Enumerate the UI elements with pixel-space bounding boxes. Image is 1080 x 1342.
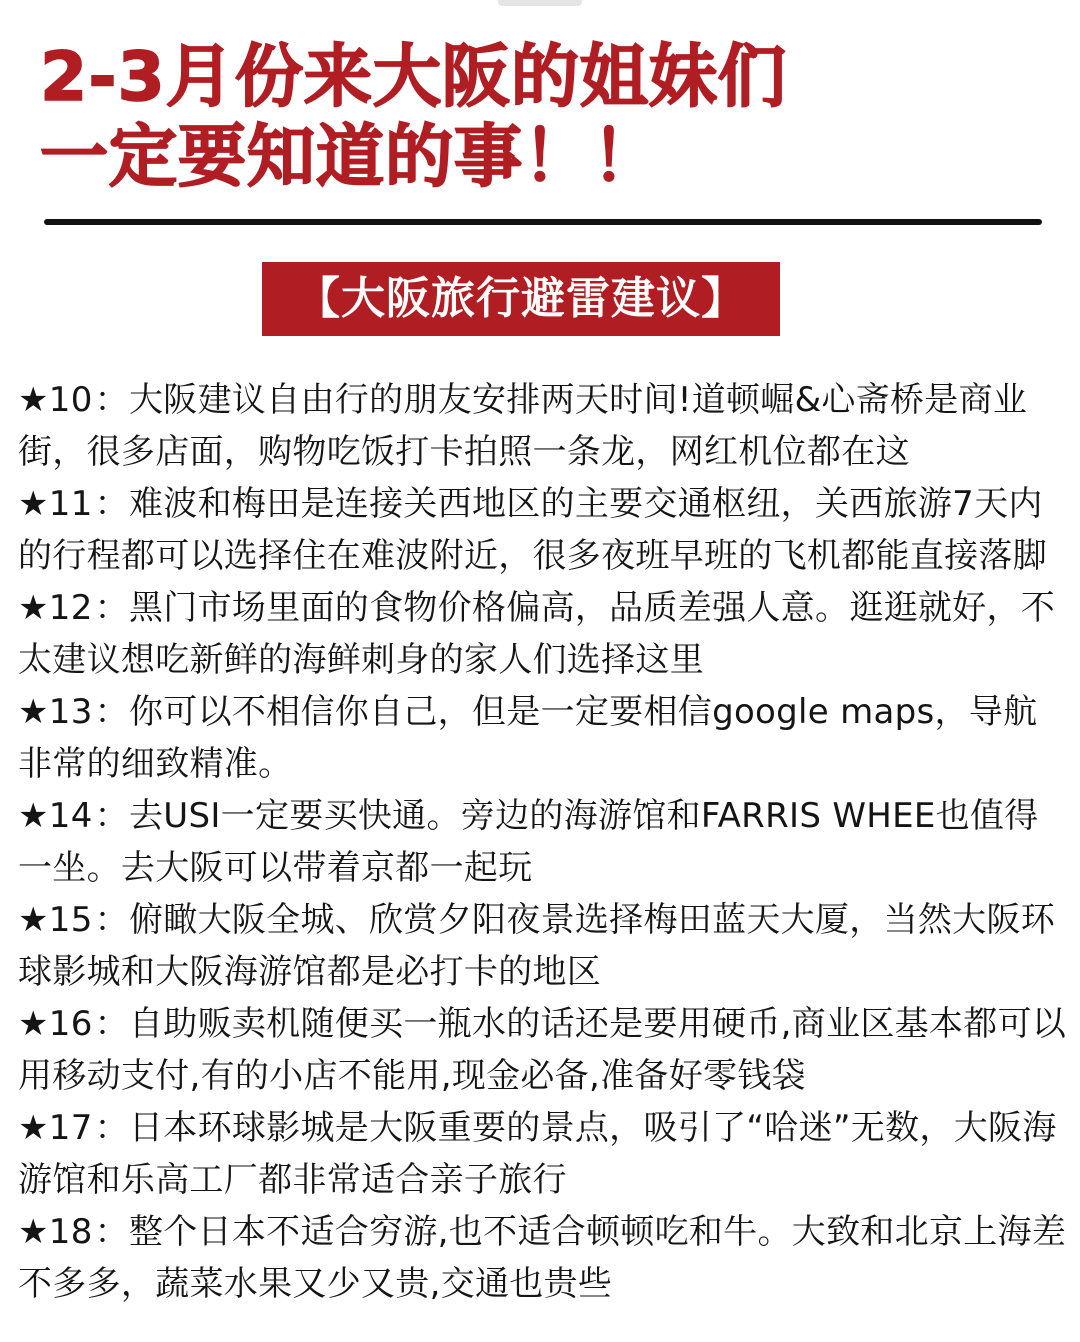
tip-item-13: [18, 686, 1068, 790]
star-icon: ★: [18, 1108, 49, 1148]
tip-number: 17: [48, 1108, 93, 1148]
tip-number: 10: [48, 380, 93, 420]
tip-text: 你可以不相信你自己，但是一定要相信google maps，导航非常的细致精准。: [18, 692, 1038, 784]
tips-list: [18, 374, 1068, 1310]
tip-item-11: [18, 478, 1068, 582]
tip-number: 16: [48, 1004, 93, 1044]
tip-separator: ：: [94, 796, 129, 836]
tip-separator: ：: [94, 484, 129, 524]
tip-number: 15: [48, 900, 93, 940]
tip-separator: ：: [94, 1108, 129, 1148]
star-icon: ★: [18, 588, 49, 628]
tip-text: 自助贩卖机随便买一瓶水的话还是要用硬币,商业区基本都可以用移动支付,有的小店不能用,现金必备,准备好零钱袋: [18, 1004, 1067, 1096]
section-title-banner: 【大阪旅行避雷建议】: [262, 262, 780, 336]
tip-text: 黑门市场里面的食物价格偏高，品质差强人意。逛逛就好，不太建议想吃新鲜的海鲜刺身的家人们选择这里: [18, 588, 1056, 680]
star-icon: ★: [18, 1004, 49, 1044]
tip-item-18: [18, 1206, 1068, 1310]
tip-separator: ：: [94, 588, 129, 628]
tip-number: 12: [48, 588, 93, 628]
tip-text: 整个日本不适合穷游,也不适合顿顿吃和牛。大致和北京上海差不多多，蔬菜水果又少又贵,交通也贵些: [18, 1212, 1067, 1304]
top-edge-mark: [498, 0, 582, 6]
star-icon: ★: [18, 1212, 49, 1252]
tip-item-17: [18, 1102, 1068, 1206]
tip-separator: ：: [94, 1212, 129, 1252]
star-icon: ★: [18, 380, 49, 420]
star-icon: ★: [18, 692, 49, 732]
tip-number: 11: [48, 484, 93, 524]
tip-item-10: [18, 374, 1068, 478]
page-title: [40, 38, 787, 198]
tip-item-15: [18, 894, 1068, 998]
tip-number: 18: [48, 1212, 93, 1252]
tip-text: 难波和梅田是连接关西地区的主要交通枢纽，关西旅游7天内的行程都可以选择住在难波附近，很多夜班早班的飞机都能直接落脚: [18, 484, 1047, 576]
tip-item-16: [18, 998, 1068, 1102]
tip-separator: ：: [94, 692, 129, 732]
tip-number: 14: [48, 796, 93, 836]
tip-text: 俯瞰大阪全城、欣赏夕阳夜景选择梅田蓝天大厦，当然大阪环球影城和大阪海游馆都是必打卡的地区: [18, 900, 1056, 992]
tip-text: 去USI一定要买快通。旁边的海游馆和FARRIS WHEE也值得一坐。去大阪可以带着京都一起玩: [18, 796, 1039, 888]
star-icon: ★: [18, 900, 49, 940]
tip-item-14: [18, 790, 1068, 894]
tip-text: 大阪建议自由行的朋友安排两天时间!道顿崛&心斋桥是商业街，很多店面，购物吃饭打卡拍照一条龙，网红机位都在这: [18, 380, 1028, 472]
title-line-2: 一定要知道的事！！: [40, 118, 662, 197]
tip-separator: ：: [94, 1004, 129, 1044]
tip-text: 日本环球影城是大阪重要的景点，吸引了“哈迷”无数，大阪海游馆和乐高工厂都非常适合亲子旅行: [18, 1108, 1057, 1200]
tip-separator: ：: [94, 900, 129, 940]
tip-number: 13: [48, 692, 93, 732]
tip-item-12: [18, 582, 1068, 686]
star-icon: ★: [18, 796, 49, 836]
title-divider: [44, 219, 1042, 225]
tip-separator: ：: [94, 380, 129, 420]
star-icon: ★: [18, 484, 49, 524]
title-line-1: 2-3月份来大阪的姐妹们: [40, 38, 787, 117]
